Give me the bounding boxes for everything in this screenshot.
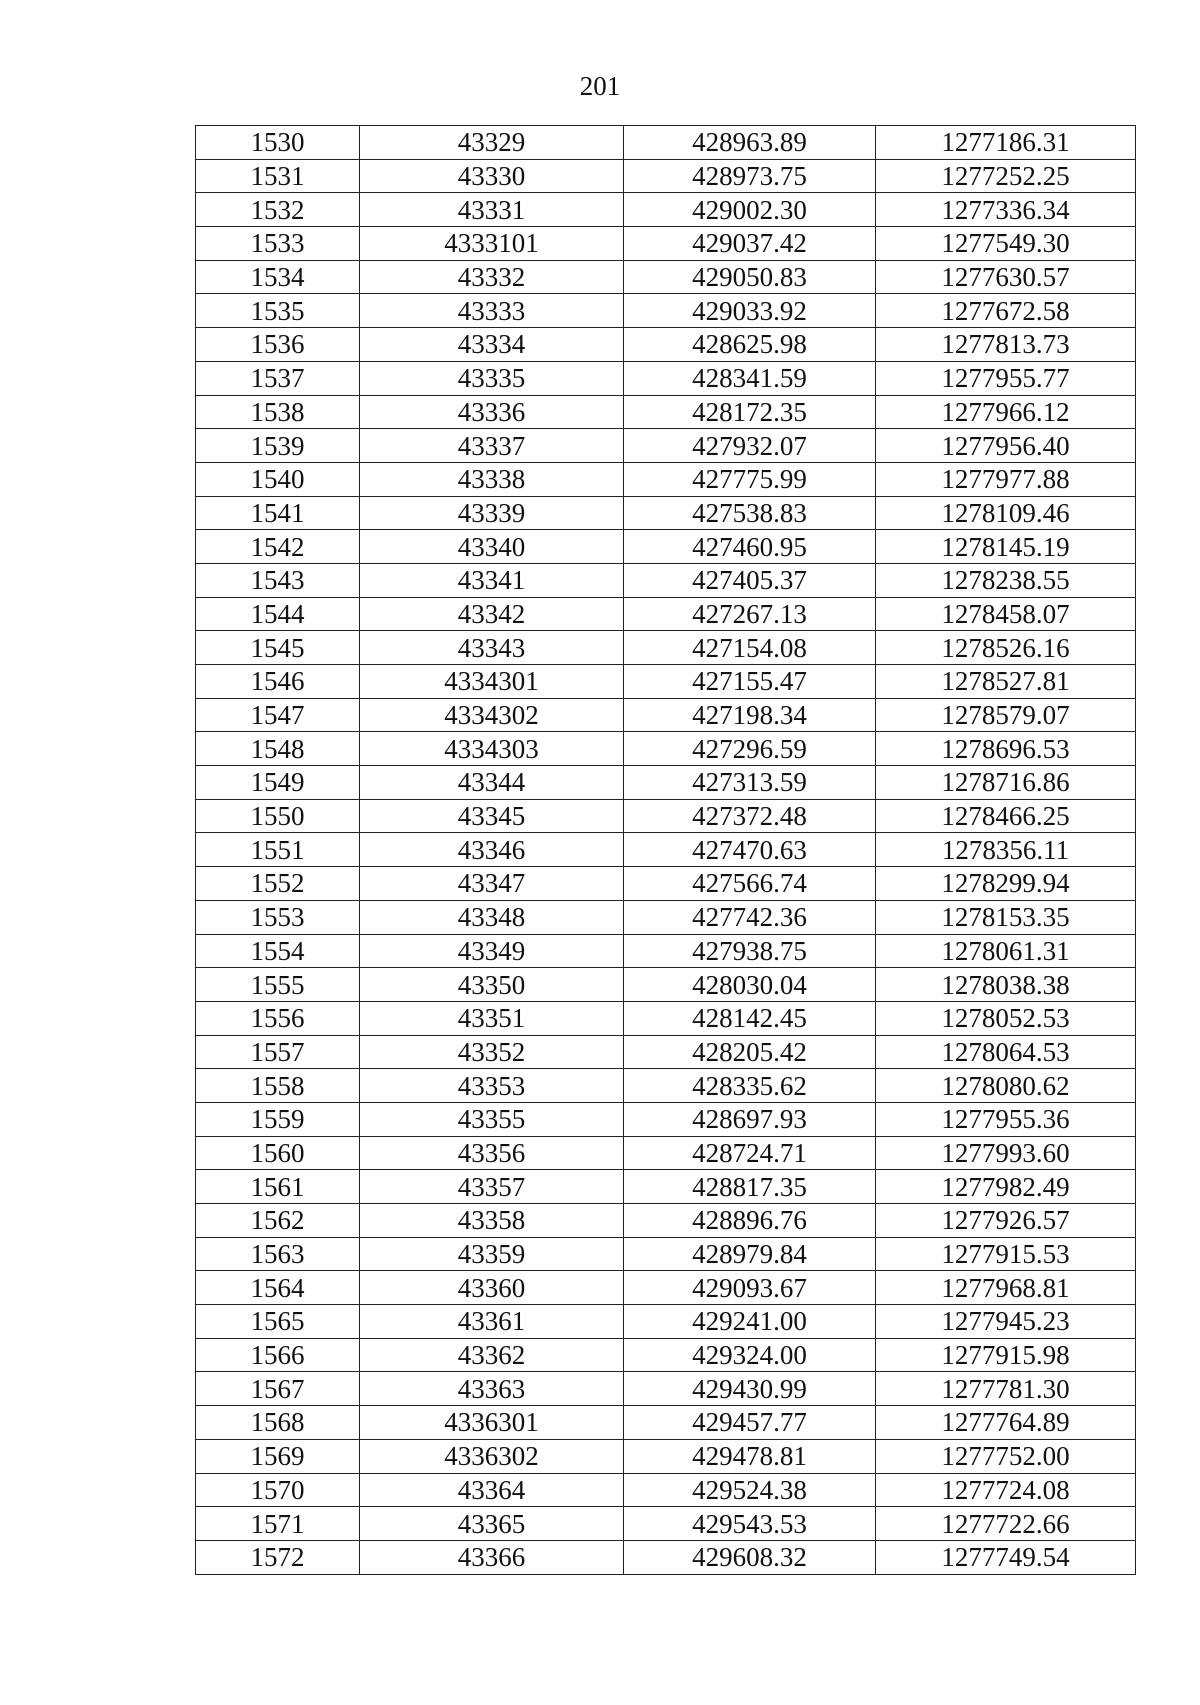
point-number-cell: 1569 [196,1439,360,1473]
point-number-cell: 1571 [196,1507,360,1541]
x-coordinate-cell: 427296.59 [624,732,876,766]
point-number-cell: 1559 [196,1102,360,1136]
table-body [196,126,1136,1575]
x-coordinate-cell: 427198.34 [624,698,876,732]
x-coordinate-cell: 427267.13 [624,597,876,631]
table-row [196,1001,1136,1035]
point-number-cell: 1539 [196,429,360,463]
y-coordinate-cell: 1277915.98 [876,1338,1136,1372]
point-number-cell: 1572 [196,1540,360,1574]
point-number-cell: 1545 [196,631,360,665]
table-row [196,1170,1136,1204]
y-coordinate-cell: 1278109.46 [876,496,1136,530]
point-number-cell: 1542 [196,530,360,564]
table-row [196,665,1136,699]
x-coordinate-cell: 428335.62 [624,1069,876,1103]
point-id-cell: 43351 [360,1001,624,1035]
point-number-cell: 1536 [196,328,360,362]
table-row [196,698,1136,732]
y-coordinate-cell: 1277966.12 [876,395,1136,429]
y-coordinate-cell: 1277813.73 [876,328,1136,362]
point-id-cell: 43342 [360,597,624,631]
point-id-cell: 4336301 [360,1406,624,1440]
table-row [196,260,1136,294]
point-number-cell: 1567 [196,1372,360,1406]
point-number-cell: 1549 [196,766,360,800]
point-number-cell: 1530 [196,126,360,160]
x-coordinate-cell: 427313.59 [624,766,876,800]
y-coordinate-cell: 1278696.53 [876,732,1136,766]
point-number-cell: 1532 [196,193,360,227]
x-coordinate-cell: 428142.45 [624,1001,876,1035]
table-row [196,968,1136,1002]
x-coordinate-cell: 429457.77 [624,1406,876,1440]
table-row [196,732,1136,766]
point-id-cell: 43340 [360,530,624,564]
point-number-cell: 1562 [196,1204,360,1238]
x-coordinate-cell: 427405.37 [624,563,876,597]
table-row [196,563,1136,597]
point-number-cell: 1553 [196,900,360,934]
x-coordinate-cell: 429430.99 [624,1372,876,1406]
point-id-cell: 43339 [360,496,624,530]
y-coordinate-cell: 1277722.66 [876,1507,1136,1541]
x-coordinate-cell: 428963.89 [624,126,876,160]
table-row [196,496,1136,530]
point-id-cell: 43363 [360,1372,624,1406]
point-id-cell: 43359 [360,1237,624,1271]
x-coordinate-cell: 429037.42 [624,227,876,261]
y-coordinate-cell: 1277956.40 [876,429,1136,463]
x-coordinate-cell: 427932.07 [624,429,876,463]
point-id-cell: 43352 [360,1035,624,1069]
x-coordinate-cell: 428172.35 [624,395,876,429]
table-row [196,1204,1136,1238]
point-number-cell: 1543 [196,563,360,597]
point-id-cell: 43344 [360,766,624,800]
point-number-cell: 1563 [196,1237,360,1271]
y-coordinate-cell: 1278299.94 [876,867,1136,901]
point-number-cell: 1561 [196,1170,360,1204]
point-id-cell: 43338 [360,462,624,496]
x-coordinate-cell: 429543.53 [624,1507,876,1541]
x-coordinate-cell: 429241.00 [624,1305,876,1339]
point-id-cell: 43356 [360,1136,624,1170]
point-id-cell: 4334303 [360,732,624,766]
point-number-cell: 1533 [196,227,360,261]
x-coordinate-cell: 429093.67 [624,1271,876,1305]
point-id-cell: 43341 [360,563,624,597]
x-coordinate-cell: 428896.76 [624,1204,876,1238]
x-coordinate-cell: 428724.71 [624,1136,876,1170]
x-coordinate-cell: 429608.32 [624,1540,876,1574]
x-coordinate-cell: 429002.30 [624,193,876,227]
x-coordinate-cell: 427742.36 [624,900,876,934]
point-number-cell: 1552 [196,867,360,901]
point-number-cell: 1541 [196,496,360,530]
point-id-cell: 43334 [360,328,624,362]
point-number-cell: 1546 [196,665,360,699]
table-row [196,1372,1136,1406]
point-id-cell: 43358 [360,1204,624,1238]
point-id-cell: 43365 [360,1507,624,1541]
table-row [196,1069,1136,1103]
table-row [196,1305,1136,1339]
point-number-cell: 1564 [196,1271,360,1305]
table-row [196,159,1136,193]
table-row [196,1473,1136,1507]
point-number-cell: 1555 [196,968,360,1002]
table-row [196,1406,1136,1440]
y-coordinate-cell: 1278061.31 [876,934,1136,968]
x-coordinate-cell: 427775.99 [624,462,876,496]
y-coordinate-cell: 1278145.19 [876,530,1136,564]
point-id-cell: 4333101 [360,227,624,261]
table-row [196,1035,1136,1069]
table-row [196,1271,1136,1305]
table-row [196,126,1136,160]
table-row [196,1540,1136,1574]
point-number-cell: 1570 [196,1473,360,1507]
point-id-cell: 43343 [360,631,624,665]
point-id-cell: 43337 [360,429,624,463]
x-coordinate-cell: 427470.63 [624,833,876,867]
table-row [196,934,1136,968]
y-coordinate-cell: 1278080.62 [876,1069,1136,1103]
point-id-cell: 43333 [360,294,624,328]
x-coordinate-cell: 428205.42 [624,1035,876,1069]
point-id-cell: 43332 [360,260,624,294]
point-number-cell: 1558 [196,1069,360,1103]
y-coordinate-cell: 1278356.11 [876,833,1136,867]
y-coordinate-cell: 1277336.34 [876,193,1136,227]
x-coordinate-cell: 429033.92 [624,294,876,328]
x-coordinate-cell: 427938.75 [624,934,876,968]
table-row [196,833,1136,867]
x-coordinate-cell: 428697.93 [624,1102,876,1136]
point-id-cell: 4334302 [360,698,624,732]
table-row [196,361,1136,395]
x-coordinate-cell: 428625.98 [624,328,876,362]
table-row [196,1136,1136,1170]
table-row [196,1237,1136,1271]
point-id-cell: 43349 [360,934,624,968]
table-row [196,294,1136,328]
x-coordinate-cell: 427155.47 [624,665,876,699]
table-row [196,530,1136,564]
y-coordinate-cell: 1277724.08 [876,1473,1136,1507]
y-coordinate-cell: 1277764.89 [876,1406,1136,1440]
y-coordinate-cell: 1277977.88 [876,462,1136,496]
coordinates-table [195,125,1136,1575]
table-row [196,867,1136,901]
y-coordinate-cell: 1278458.07 [876,597,1136,631]
y-coordinate-cell: 1277252.25 [876,159,1136,193]
y-coordinate-cell: 1277926.57 [876,1204,1136,1238]
point-id-cell: 43329 [360,126,624,160]
y-coordinate-cell: 1277781.30 [876,1372,1136,1406]
x-coordinate-cell: 429324.00 [624,1338,876,1372]
y-coordinate-cell: 1278038.38 [876,968,1136,1002]
x-coordinate-cell: 429050.83 [624,260,876,294]
table-row [196,1439,1136,1473]
y-coordinate-cell: 1278579.07 [876,698,1136,732]
y-coordinate-cell: 1277982.49 [876,1170,1136,1204]
point-number-cell: 1537 [196,361,360,395]
x-coordinate-cell: 427538.83 [624,496,876,530]
point-id-cell: 43357 [360,1170,624,1204]
y-coordinate-cell: 1277752.00 [876,1439,1136,1473]
y-coordinate-cell: 1277630.57 [876,260,1136,294]
x-coordinate-cell: 428979.84 [624,1237,876,1271]
table-row [196,900,1136,934]
point-id-cell: 43330 [360,159,624,193]
point-number-cell: 1538 [196,395,360,429]
table-row [196,328,1136,362]
point-id-cell: 43331 [360,193,624,227]
x-coordinate-cell: 428817.35 [624,1170,876,1204]
y-coordinate-cell: 1278153.35 [876,900,1136,934]
point-id-cell: 4334301 [360,665,624,699]
point-id-cell: 43355 [360,1102,624,1136]
y-coordinate-cell: 1277955.36 [876,1102,1136,1136]
point-number-cell: 1540 [196,462,360,496]
point-id-cell: 43360 [360,1271,624,1305]
table-row [196,462,1136,496]
point-id-cell: 4336302 [360,1439,624,1473]
point-id-cell: 43345 [360,799,624,833]
table-row [196,799,1136,833]
point-number-cell: 1566 [196,1338,360,1372]
y-coordinate-cell: 1277945.23 [876,1305,1136,1339]
x-coordinate-cell: 429524.38 [624,1473,876,1507]
point-id-cell: 43353 [360,1069,624,1103]
point-id-cell: 43346 [360,833,624,867]
y-coordinate-cell: 1278064.53 [876,1035,1136,1069]
y-coordinate-cell: 1277915.53 [876,1237,1136,1271]
y-coordinate-cell: 1277968.81 [876,1271,1136,1305]
point-id-cell: 43336 [360,395,624,429]
y-coordinate-cell: 1278052.53 [876,1001,1136,1035]
point-id-cell: 43335 [360,361,624,395]
point-id-cell: 43347 [360,867,624,901]
table-row [196,1338,1136,1372]
point-number-cell: 1557 [196,1035,360,1069]
point-number-cell: 1531 [196,159,360,193]
point-number-cell: 1554 [196,934,360,968]
point-number-cell: 1556 [196,1001,360,1035]
table-row [196,193,1136,227]
point-number-cell: 1548 [196,732,360,766]
point-id-cell: 43350 [360,968,624,1002]
point-id-cell: 43362 [360,1338,624,1372]
point-number-cell: 1565 [196,1305,360,1339]
x-coordinate-cell: 428973.75 [624,159,876,193]
table-row [196,631,1136,665]
table-row [196,766,1136,800]
y-coordinate-cell: 1277672.58 [876,294,1136,328]
point-id-cell: 43364 [360,1473,624,1507]
x-coordinate-cell: 428030.04 [624,968,876,1002]
table-row [196,597,1136,631]
x-coordinate-cell: 427154.08 [624,631,876,665]
y-coordinate-cell: 1278526.16 [876,631,1136,665]
x-coordinate-cell: 427566.74 [624,867,876,901]
x-coordinate-cell: 427460.95 [624,530,876,564]
page-number: 201 [579,71,621,101]
x-coordinate-cell: 428341.59 [624,361,876,395]
point-id-cell: 43361 [360,1305,624,1339]
point-number-cell: 1551 [196,833,360,867]
x-coordinate-cell: 427372.48 [624,799,876,833]
y-coordinate-cell: 1277749.54 [876,1540,1136,1574]
y-coordinate-cell: 1277993.60 [876,1136,1136,1170]
table-row [196,1507,1136,1541]
y-coordinate-cell: 1278716.86 [876,766,1136,800]
x-coordinate-cell: 429478.81 [624,1439,876,1473]
point-number-cell: 1534 [196,260,360,294]
table-row [196,1102,1136,1136]
point-id-cell: 43348 [360,900,624,934]
y-coordinate-cell: 1278466.25 [876,799,1136,833]
point-id-cell: 43366 [360,1540,624,1574]
point-number-cell: 1535 [196,294,360,328]
point-number-cell: 1544 [196,597,360,631]
table-row [196,395,1136,429]
point-number-cell: 1547 [196,698,360,732]
table-row [196,227,1136,261]
point-number-cell: 1568 [196,1406,360,1440]
y-coordinate-cell: 1278527.81 [876,665,1136,699]
point-number-cell: 1560 [196,1136,360,1170]
point-number-cell: 1550 [196,799,360,833]
y-coordinate-cell: 1277955.77 [876,361,1136,395]
y-coordinate-cell: 1277549.30 [876,227,1136,261]
y-coordinate-cell: 1278238.55 [876,563,1136,597]
y-coordinate-cell: 1277186.31 [876,126,1136,160]
table-row [196,429,1136,463]
